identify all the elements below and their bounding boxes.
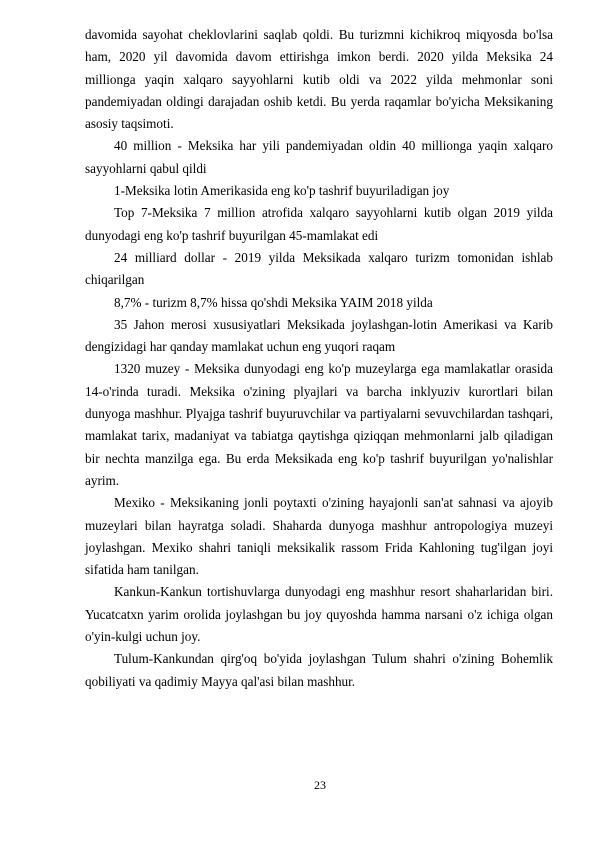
paragraph-40-million: 40 million - Meksika har yili pandemiyadan oldin 40 millionga yaqin xalqaro sayyohlarni qabul qildi <box>85 138 553 176</box>
paragraph-1-meksika: 1-Meksika lotin Amerikasida eng ko'p tashrif buyuriladigan joy <box>114 183 450 199</box>
paragraph-24-milliard: 24 milliard dollar - 2019 yilda Meksikada xalqaro turizm tomonidan ishlab chiqarilgan <box>85 249 553 288</box>
paragraph-tulum: Tulum-Kankundan qirg'oq bo'yida joylashgan Tulum shahri o'zining Bohemlik qobiliyati va qadimiy Mayya qal'asi bilan mashhur. <box>85 651 553 689</box>
paragraph-35-jahon-merosi: 35 Jahon merosi xususiyatlari Meksikada joylashgan-lotin Amerikasi va Karib dengizidagi har qanday mamlakat uchun eng yuqori raqam <box>85 316 553 355</box>
paragraph-1320-muzey: 1320 muzey - Meksika dunyodagi eng ko'p muzeylarga ega mamlakatlar orasida 14-o'rinda turadi. Meksika o'zining plyajlari va barcha inklyuziv kurortlari bilan dunyoga mashhur. Plyajga tashrif buyuruvchilar va partiyalarni sevuvchilardan tashqari, mamlakat tarix, madaniyat va tabiatga qaytishga qiziqqan mehmonlarni jalb qiladigan bir nechta manzilga ega. Bu erda Meksikada eng ko'p tashrif buyurilgan yo'nalishlar ayrim. <box>85 361 553 488</box>
paragraph-top-7: Top 7-Meksika 7 million atrofida xalqaro sayyohlarni kutib olgan 2019 yilda dunyodagi eng ko'p tashrif buyurilgan 45-mamlakat edi <box>85 205 553 243</box>
paragraph-continuation: davomida sayohat cheklovlarini saqlab qoldi. Bu turizmni kichikroq miqyosda bo'lsa ham, 2020 yil davomida davom ettirishga imkon berdi. 2020 yilda Meksika 24 millionga yaqin xalqaro sayyohlarni kutib oldi va 2022 yilda mehmonlar soni pandemiyadan oldingi darajadan oshib ketdi. Bu yerda raqamlar bo'yicha Meksikaning asosiy taqsimoti. <box>85 27 553 132</box>
page-number: 23 <box>314 778 326 792</box>
paragraph-mexiko: Mexiko - Meksikaning jonli poytaxti o'zining hayajonli san'at sahnasi va ajoyib muzeylari bilan hayratga soladi. Shaharda dunyoga mashhur antropologiya muzeyi joylashgan. Mexiko shahri taniqli meksikalik rassom Frida Kahloning tug'ilgan joyi sifatida ham tanilgan. <box>85 495 553 578</box>
body-text <box>85 24 553 693</box>
paragraph-kankun: Kankun-Kankun tortishuvlarga dunyodagi eng mashhur resort shaharlaridan biri. Yucatcatxn yarim orolida joylashgan bu joy quyoshda hamma narsani o'z ichiga olgan o'yin-kulgi uchun joy. <box>85 584 553 645</box>
paragraph-8-7-percent: 8,7% - turizm 8,7% hissa qo'shdi Meksika YAIM 2018 yilda <box>114 294 433 310</box>
